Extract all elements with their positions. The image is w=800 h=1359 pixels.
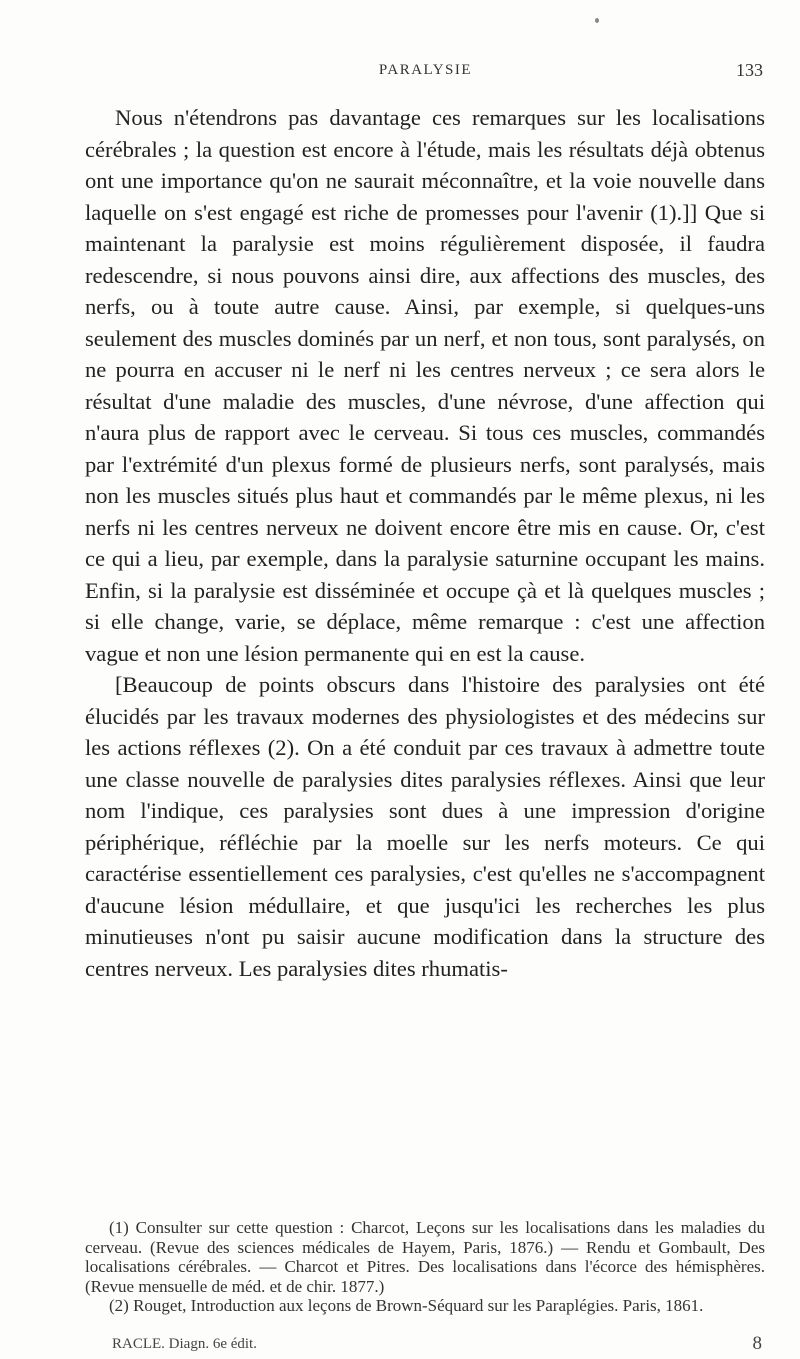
- page-header: [88, 62, 763, 86]
- paragraph-localisations: Nous n'étendrons pas davantage ces remarques sur les localisations cérébrales ; la question est encore à l'étude, mais les résultats déjà obtenus ont une importance qu'on ne saurait méconnaître, et la voie nouvelle dans laquelle on s'est engagé est riche de promesses pour l'avenir (1).]] Que si maintenant la paralysie est moins régulièrement disposée, il faudra redescendre, si nous pouvons ainsi dire, aux affections des muscles, des nerfs, ou à toute autre cause. Ainsi, par exemple, si quelques-uns seulement des muscles dominés par un nerf, et non tous, sont paralysés, on ne pourra en accuser ni le nerf ni les centres nerveux ; ce sera alors le résultat d'une maladie des muscles, d'une névrose, d'une affection qui n'aura plus de rapport avec le cerveau. Si tous ces muscles, commandés par l'extrémité d'un plexus formé de plusieurs nerfs, sont paralysés, mais non les muscles situés plus haut et commandés par le même plexus, ni les nerfs ni les centres nerveux ne doivent encore être mis en cause. Or, c'est ce qui a lieu, par exemple, dans la paralysie saturnine occupant les mains. Enfin, si la paralysie est disséminée et occupe çà et là quelques muscles ; si elle change, varie, se déplace, même remarque : c'est une affection vague et non une lésion permanente qui en est la cause.: [85, 105, 765, 666]
- footnote-2: (2) Rouget, Introduction aux leçons de Brown-Séquard sur les Paraplégies. Paris, 1861.: [109, 1296, 704, 1315]
- printer-signature: RACLE. Diagn. 6e édit.: [112, 1336, 257, 1352]
- footnote-1: (1) Consulter sur cette question : Charcot, Leçons sur les localisations dans les maladies du cerveau. (Revue des sciences médicales de Hayem, Paris, 1876.) — Rendu et Gombault, Des localisations cérébrales. — Charcot et Pitres. Des localisations dans l'écorce des hémisphères. (Revue mensuelle de méd. et de chir. 1877.): [85, 1218, 765, 1296]
- footnotes: [85, 1218, 765, 1316]
- page-footer: [112, 1333, 762, 1356]
- running-title: PARALYSIE: [378, 62, 473, 78]
- ink-speck: [595, 18, 599, 23]
- signature-number: 8: [752, 1333, 762, 1354]
- paragraph-paralysies-reflexes: [Beaucoup de points obscurs dans l'histoire des paralysies ont été élucidés par les travaux modernes des physiologistes et des médecins sur les actions réflexes (2). On a été conduit par ces travaux à admettre toute une classe nouvelle de paralysies dites paralysies réflexes. Ainsi que leur nom l'indique, ces paralysies sont dues à une impression d'origine périphérique, réfléchie par la moelle sur les nerfs moteurs. Ce qui caractérise essentiellement ces paralysies, c'est qu'elles ne s'accompagnent d'aucune lésion médullaire, et que jusqu'ici les recherches les plus minutieuses n'ont pu saisir aucune modification dans la structure des centres nerveux. Les paralysies dites rhumatis-: [85, 672, 765, 981]
- body-text: [85, 102, 765, 984]
- page-number: 133: [736, 60, 763, 80]
